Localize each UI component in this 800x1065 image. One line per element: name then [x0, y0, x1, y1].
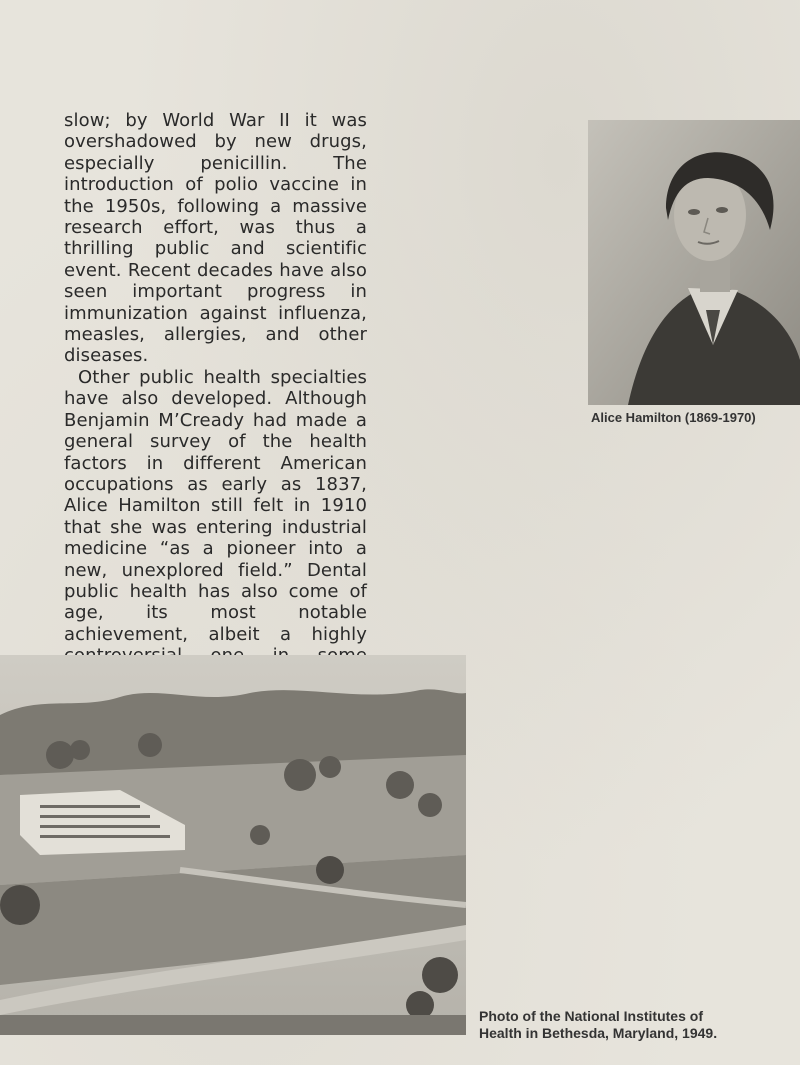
portrait-caption: Alice Hamilton (1869-1970) [591, 410, 756, 425]
paragraph-1: slow; by World War II it was overshadowed by new drugs, especially penicillin. The introduction of polio vaccine in the 1950s, following a massive research effort, was thus a thrilling public and scientific event. Recent decades have also seen important progress in immunization against influenza, measles, allergies, and other diseases. [64, 110, 367, 367]
aerial-caption-line-1: Photo of the National Institutes of [479, 1008, 703, 1024]
aerial-illustration [0, 655, 466, 1035]
aerial-photo-caption [479, 1008, 779, 1042]
portrait-illustration [588, 120, 800, 405]
article-body [64, 110, 367, 731]
paragraph-2: Other public health specialties have also developed. Although Benjamin M’Cready had made a general survey of the health factors in different American occupations as early as 1837, Alice Hamilton still felt in 1910 that she was entering industrial medicine “as a pioneer into a new, unexplored field.” Dental public health has also come of age, its most notable achievement, albeit a highly [64, 366, 367, 645]
nih-aerial-photo [0, 655, 466, 1035]
alice-hamilton-portrait [588, 120, 800, 405]
aerial-caption-line-2: Health in Bethesda, Maryland, 1949. [479, 1025, 718, 1041]
